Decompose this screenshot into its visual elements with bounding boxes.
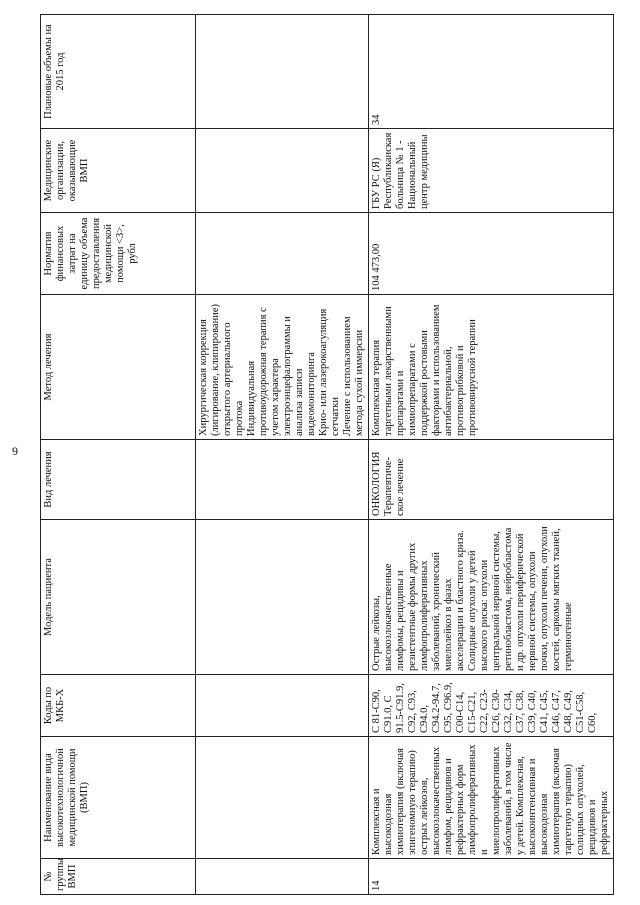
- table-header-row: [41, 15, 196, 895]
- header-type: Вид лечения: [41, 440, 196, 520]
- header-name: Наименование вида высокотехнологичной медицинской помощи (ВМП): [41, 737, 196, 859]
- header-norm: Норматив финансовых затрат на единицу объема предоставления медицинской помощи <3>, рубл: [41, 213, 196, 295]
- header-orgs: Медицинские организации, оказывающие ВМП: [41, 129, 196, 213]
- table-row-oncology: [369, 15, 614, 895]
- table-row-continued: [196, 15, 369, 895]
- cell-type: [369, 440, 614, 520]
- header-plan: Плановые объемы на 2015 год: [41, 15, 196, 129]
- cell-method: Комплексная терапия таргетными лекарственными препаратами и химиопрепаратами с поддержкой ростовыми факторами и использованием антибактериальной, противогрибковой и противовирусной терапии: [369, 295, 614, 440]
- treatment-type: Терапевтиче-ское лечение: [383, 456, 406, 516]
- cell-orgs: ГБУ РС (Я) Республиканская больница № 1 - Национальный центр медицины: [369, 129, 614, 213]
- header-model: Модель пациента: [41, 520, 196, 675]
- header-codes: Коды по МКБ-X: [41, 675, 196, 737]
- header-method: Метод лечения: [41, 295, 196, 440]
- section-title: ОНКОЛОГИЯ: [371, 451, 382, 516]
- cell-model: Острые лейкозы, высокозлокачественные лимфомы, рецидивы и резистентные формы других лимфопролиферативных заболеваний, хронический миелолейкоз в фазах акселерации и бластного криза. Солидные опухоли у детей высокого риска: опухоли центральной нервной системы, ретинобластома, нейробластома и др. опухоли периферической нервной системы, опухоли почки, опухоли печени, опухоли костей, саркомы мягких тканей, герминогенные: [369, 520, 614, 675]
- vmp-table: [40, 14, 614, 895]
- cell-plan: 34: [369, 15, 614, 129]
- cell-codes: C 81-C90, C91.0, C 91.5-C91.9, C92, C93, C94.0, C94.2-94.7, C95, C96.9, C00-C14, C15-C21, C22, C23-C26, C30-C32, C34, C37, C38, C39, C40, C41, C45, C46, C47, C48, C49, C51-C58, C60,: [369, 675, 614, 737]
- page-number: 9: [12, 444, 18, 458]
- rotated-page: [40, 15, 630, 895]
- cell-norm: 104 473,00: [369, 213, 614, 295]
- cell-group: 14: [369, 859, 614, 895]
- cell-name: Комплексная и высокодозная химиотерапия (включая эпигеномную терапию) острых лейкозов, высокозлокачественных лимфом, рецидивов и рефрактерных форм лимфопролиферативных и миелопролиферативных заболеваний, в том числе у детей. Комплексная, высокоинтенсивная и высокодозная химиотерапия (включая таргетную терапию) солидных опухолей, рецидивов и рефрактерных: [369, 737, 614, 859]
- header-group: № группы ВМП: [41, 859, 196, 895]
- continued-method-cell: Хирургическая коррекция (лигирование, клипирование) открытого артериального протока Индивидуальная противоудорожная терапия с учетом характера электроэнцефалограммы и анализа записи видеомониторинга Крио- или лазерокоагуляция сетчатки Лечение с использованием метода сухой иммерсии: [196, 295, 369, 440]
